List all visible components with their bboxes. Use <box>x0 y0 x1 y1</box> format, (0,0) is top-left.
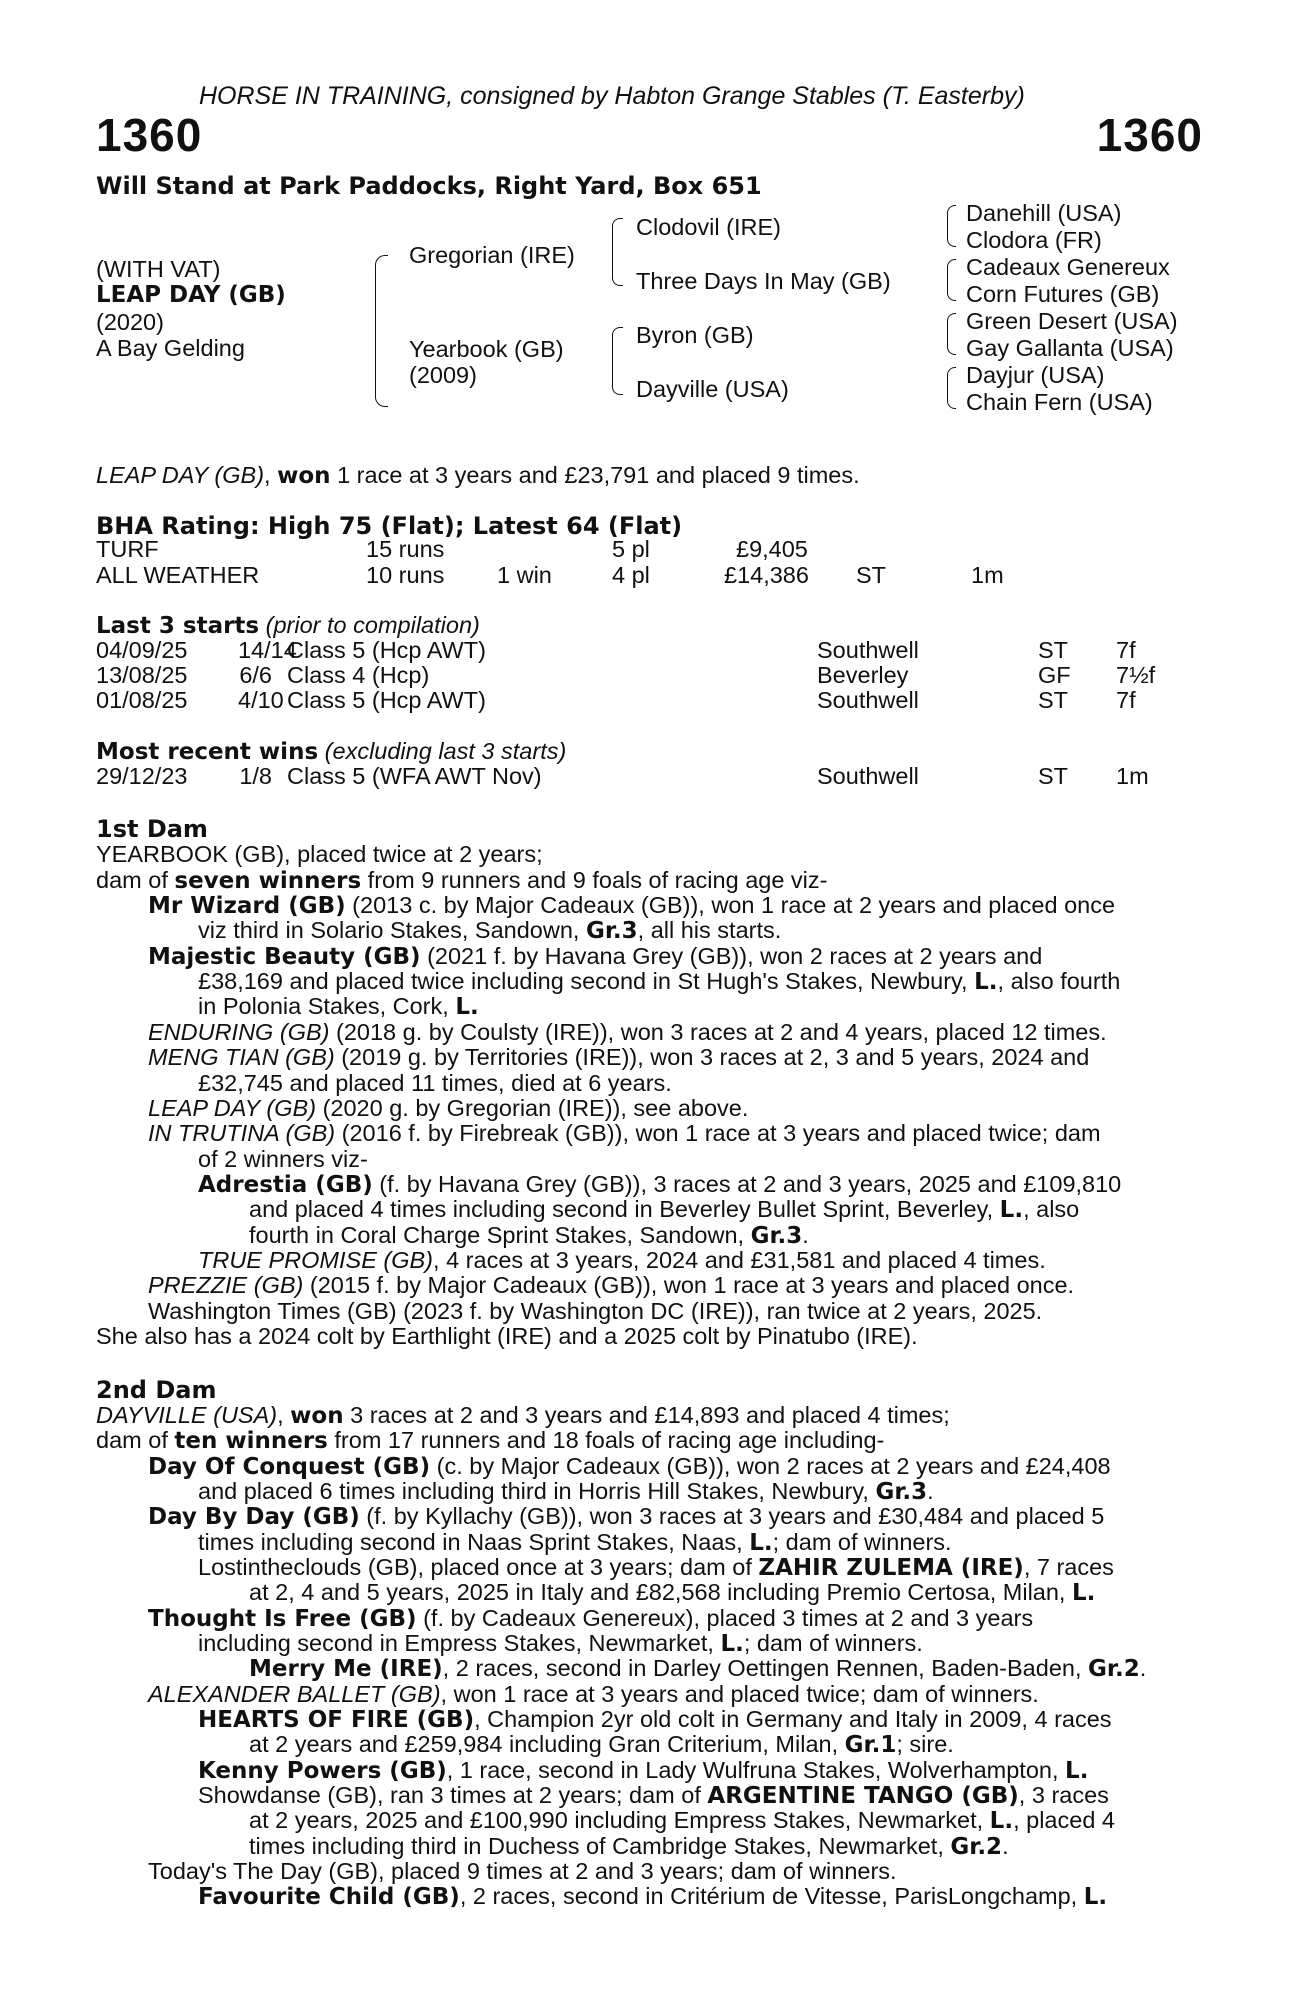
summary-horse-name: LEAP DAY (GB) <box>96 462 265 488</box>
consignor-header: HORSE IN TRAINING, consigned by Habton Grange Stables (T. Easterby) <box>199 82 1025 110</box>
aw-label: ALL WEATHER <box>96 562 260 588</box>
pedigree-dam-sire: Byron (GB) <box>636 322 754 348</box>
lot-number-left: 1360 <box>96 109 203 161</box>
turf-placings: 5 pl <box>612 536 650 562</box>
pedigree-sire-dam: Three Days In May (GB) <box>636 268 891 294</box>
brace-g3-3 <box>947 313 956 355</box>
lot-number-right: 1360 <box>1096 109 1203 161</box>
pedigree-ddd: Chain Fern (USA) <box>966 389 1153 415</box>
pedigree-dss: Green Desert (USA) <box>966 308 1178 334</box>
pedigree-dds: Dayjur (USA) <box>966 362 1105 388</box>
brace-g3-1 <box>947 205 956 247</box>
bha-rating: BHA Rating: High 75 (Flat); Latest 64 (Flat) <box>96 512 683 540</box>
stand-location: Will Stand at Park Paddocks, Right Yard, Box 651 <box>96 172 762 200</box>
pedigree-ssd: Clodora (FR) <box>966 227 1102 253</box>
catalogue-page: HORSE IN TRAINING, consigned by Habton Grange Stables (T. Easterby) 1360 1360 Will Stand at Park Paddocks, Right Yard, Box 651 (WITH VAT) LEAP DAY (GB) (2020) A Bay Gelding Gregorian (IRE) Yearbook (GB) (2009) Clodovil (IRE) Three Days In May (GB) Byron (GB) Dayville (USA) Danehill (USA) Clodora (FR) Cadeaux Genereux Corn Futures (GB) Green Desert (USA) Gay Gallanta (USA) Dayjur (USA) Chain Fern (USA) LEAP DAY (GB), won 1 race at 3 years and £23,791 and placed 9 times. BHA Rating: High 75 (Flat); Latest 64 (Flat) TURF 15 runs 5 pl £9,405 ALL WEATHER 10 runs 1 win 4 pl £14,386 ST 1m Last 3 starts (prior to compilation) 04/09/25 14/14 Class 5 (Hcp AWT) Southwell ST 7f 13/08/25 6/6 Class 4 (Hcp) Beverley GF 7½f 01/08/25 4/10 Class 5 (Hcp AWT) Southwell ST 7f Most recent wins (excluding last 3 starts) 29/12/23 1/8 Class 5 (WFA AWT Nov) Southwell ST 1m 1st Dam YEARBOOK (GB), placed twice at 2 years; dam of seven winners from 9 runners and 9 foals of racing age viz- Mr Wizard (GB) (2013 c. by Major Cadeaux (GB)), won 1 race at 2 years and placed once viz third in Solario Stakes, Sandown, Gr.3, all his starts. Majestic Beauty (GB) (2021 f. by Havana Grey (GB)), won 2 races at 2 years and £38,169 and placed twice including second in St Hugh's Stakes, Newbury, L., also fourth in Polonia Stakes, Cork, L. ENDURING (GB) (2018 g. by Coulsty (IRE)), won 3 races at 2 and 4 years, placed 12 times. MENG TIAN (GB) (2019 g. by Territories (IRE)), won 3 races at 2, 3 and 5 years, 2024 and £32,745 and placed 11 times, died at 6 years. LEAP DAY (GB) (2020 g. by Gregorian (IRE)), see above. IN TRUTINA (GB) (2016 f. by Firebreak (GB)), won 1 race at 3 years and placed twice; dam of 2 winners viz- Adrestia (GB) (f. by Havana Grey (GB)), 3 races at 2 and 3 years, 2025 and £109,810 and placed 4 times including second in Beverley Bullet Sprint, Beverley, L., also fourth in Coral Charge Sprint Stakes, Sandown, Gr.3. TRUE PROMISE (GB), 4 races at 3 years, 2024 and £31,581 and placed 4 times. PREZZIE (GB) (2015 f. by Major Cadeaux (GB)), won 1 race at 3 years and placed once. Washington Times (GB) (2023 f. by Washington DC (IRE)), ran twice at 2 years, 2025. She also has a 2024 colt by Earthlight (IRE) and a 2025 colt by Pinatubo (IRE). 2nd Dam DAYVILLE (USA), won 3 races at 2 and 3 years and £14,893 and placed 4 times; dam of ten winners from 17 runners and 18 foals of racing age including- Day Of Conquest (GB) (c. by Major Cadeaux (GB)), won 2 races at 2 years and £24,408 and placed 6 times including third in Horris Hill Stakes, Newbury, Gr.3. Day By Day (GB) (f. by Kyllachy (GB)), won 3 races at 3 years and £30,484 and placed 5 times including second in Naas Sprint Stakes, Naas, L.; dam of winners. Lostintheclouds (GB), placed once at 3 years; dam of ZAHIR ZULEMA (IRE), 7 races at 2, 4 and 5 years, 2025 in Italy and £82,568 including Premio Certosa, Milan, L. Thought Is Free (GB) (f. by Cadeaux Genereux), placed 3 times at 2 and 3 years including second in Empress Stakes, Newmarket, L.; dam of winners. Merry Me (IRE), 2 races, second in Darley Oettingen Rennen, Baden-Baden, Gr.2. ALEXANDER BALLET (GB), won 1 race at 3 years and placed twice; dam of winners. HEARTS OF FIRE (GB), Champion 2yr old colt in Germany and Italy in 2009, 4 races at 2 years and £259,984 including Gran Criterium, Milan, Gr.1; sire. Kenny Powers (GB), 1 race, second in Lady Wulfruna Stakes, Wolverhampton, L. Showdanse (GB), ran 3 times at 2 years; dam of ARGENTINE TANGO (GB), 3 races at 2 years, 2025 and £100,990 including Empress Stakes, Newmarket, L., placed 4 times including third in Duchess of Cambridge Stakes, Newmarket, Gr.2. Today's The Day (GB), placed 9 times at 2 and 3 years; dam of winners. Favourite Child (GB), 2 races, second in Critérium de Vitesse, ParisLongchamp, L. <box>96 82 1203 1910</box>
pedigree-sds: Cadeaux Genereux <box>966 254 1170 280</box>
vat-note: (WITH VAT) <box>96 256 221 282</box>
horse-name: LEAP DAY (GB) <box>96 282 286 308</box>
aw-placings: 4 pl <box>612 562 650 588</box>
summary-text: 1 race at 3 years and £23,791 and placed 9 times. <box>330 462 860 488</box>
pedigree-sdd: Corn Futures (GB) <box>966 281 1160 307</box>
brace-g3-4 <box>947 367 956 409</box>
aw-prize: £14,386 <box>724 562 809 588</box>
second-dam-heading: 2nd Dam <box>96 1376 217 1404</box>
pedigree-sire: Gregorian (IRE) <box>409 242 575 268</box>
aw-surface: ST <box>856 562 887 588</box>
aw-distance: 1m <box>971 562 1004 588</box>
pedigree-sire-sire: Clodovil (IRE) <box>636 214 781 240</box>
horse-description: A Bay Gelding <box>96 335 245 361</box>
summary-won: won <box>277 463 331 489</box>
horse-year: (2020) <box>96 309 164 335</box>
aw-runs: 10 runs <box>366 562 445 588</box>
pedigree-dam: Yearbook (GB) <box>409 336 564 362</box>
last3-heading: Last 3 starts (prior to compilation) <box>96 612 480 639</box>
brace-dam-line <box>612 327 623 395</box>
turf-runs: 15 runs <box>366 536 445 562</box>
brace-g3-2 <box>947 259 956 301</box>
brace-sire-line <box>612 218 623 286</box>
race-summary: LEAP DAY (GB), won 1 race at 3 years and £23,791 and placed 9 times. <box>96 462 860 489</box>
first-dam-heading: 1st Dam <box>96 815 208 843</box>
turf-prize: £9,405 <box>736 536 808 562</box>
pedigree-dam-dam: Dayville (USA) <box>636 376 789 402</box>
brace-first-generation <box>375 255 388 407</box>
pedigree-sss: Danehill (USA) <box>966 200 1122 226</box>
pedigree-dsd: Gay Gallanta (USA) <box>966 335 1174 361</box>
turf-label: TURF <box>96 536 159 562</box>
pedigree-dam-year: (2009) <box>409 362 477 388</box>
aw-wins: 1 win <box>497 562 552 588</box>
recent-wins-heading: Most recent wins (excluding last 3 starts) <box>96 738 567 765</box>
